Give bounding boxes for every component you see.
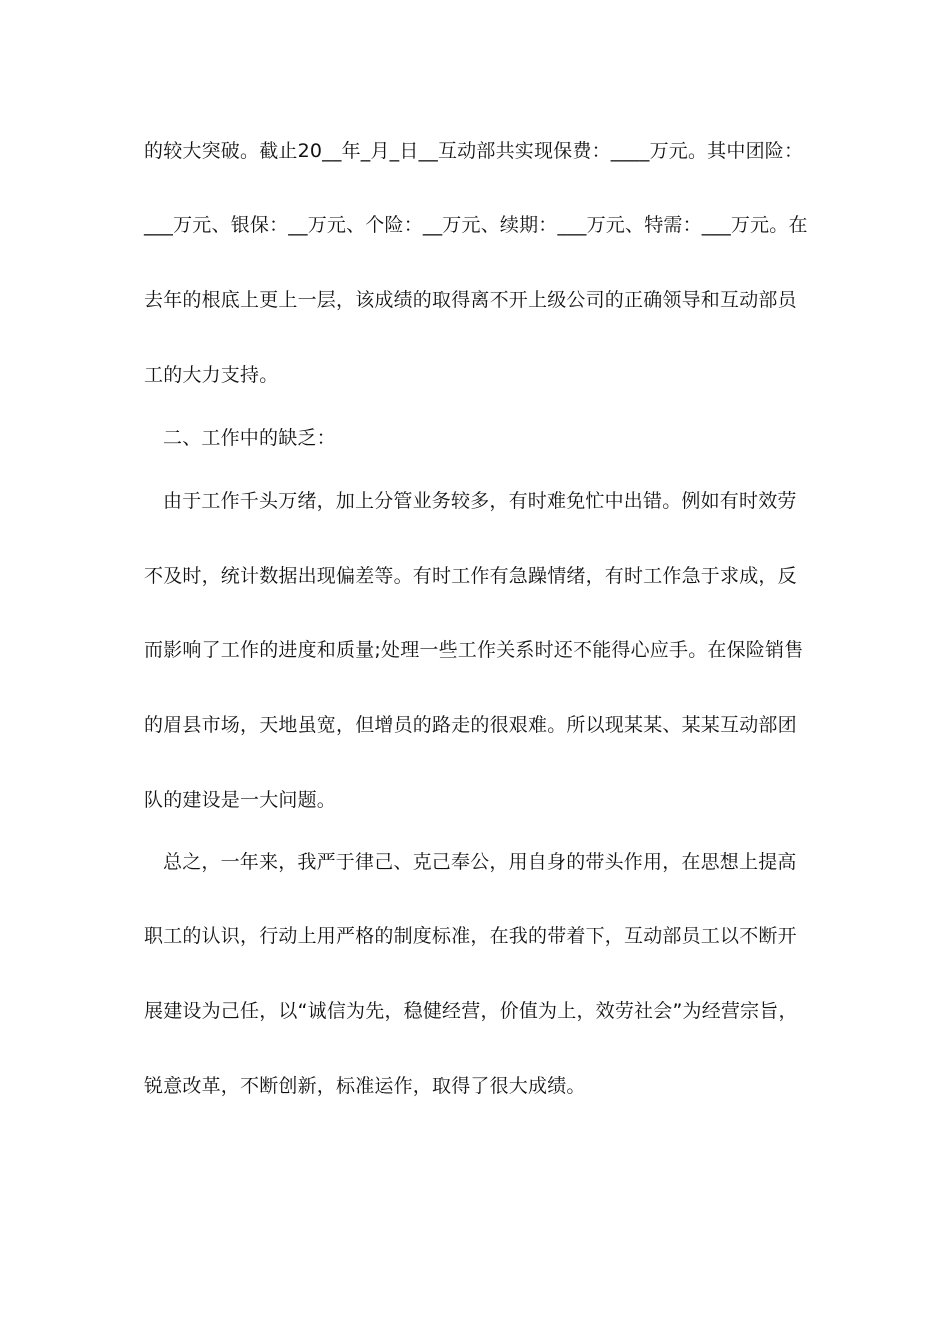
text-line: 去年的根底上更上一层，该成绩的取得离不开上级公司的正确领导和互动部员 bbox=[144, 289, 797, 311]
text-line: 不及时，统计数据出现偏差等。有时工作有急躁情绪，有时工作急于求成，反 bbox=[144, 565, 797, 587]
text-line: 队的建设是一大问题。 bbox=[144, 789, 337, 811]
text-line: 锐意改革，不断创新，标准运作，取得了很大成绩。 bbox=[144, 1075, 586, 1097]
text-line: 而影响了工作的进度和质量;处理一些工作关系时还不能得心应手。在保险销售 bbox=[144, 639, 804, 661]
section-heading: 二、工作中的缺乏： bbox=[163, 427, 336, 449]
text-line: 的较大突破。截止20__年_月_日__互动部共实现保费：____万元。其中团险： bbox=[144, 140, 804, 162]
text-line: 展建设为己任，以“诚信为先，稳健经营，价值为上，效劳社会”为经营宗旨， bbox=[144, 1000, 798, 1022]
text-line: 职工的认识，行动上用严格的制度标准，在我的带着下，互动部员工以不断开 bbox=[144, 925, 797, 947]
text-line: 工的大力支持。 bbox=[144, 364, 279, 386]
text-line: 的眉县市场，天地虽宽，但增员的路走的很艰难。所以现某某、某某互动部团 bbox=[144, 714, 797, 736]
text-line: ___万元、银保：__万元、个险：__万元、续期：___万元、特需：___万元。在 bbox=[144, 214, 808, 236]
paragraph-first-line: 总之，一年来，我严于律己、克己奉公，用自身的带头作用，在思想上提高 bbox=[163, 851, 797, 873]
paragraph-first-line: 由于工作千头万绪，加上分管业务较多，有时难免忙中出错。例如有时效劳 bbox=[163, 490, 797, 512]
